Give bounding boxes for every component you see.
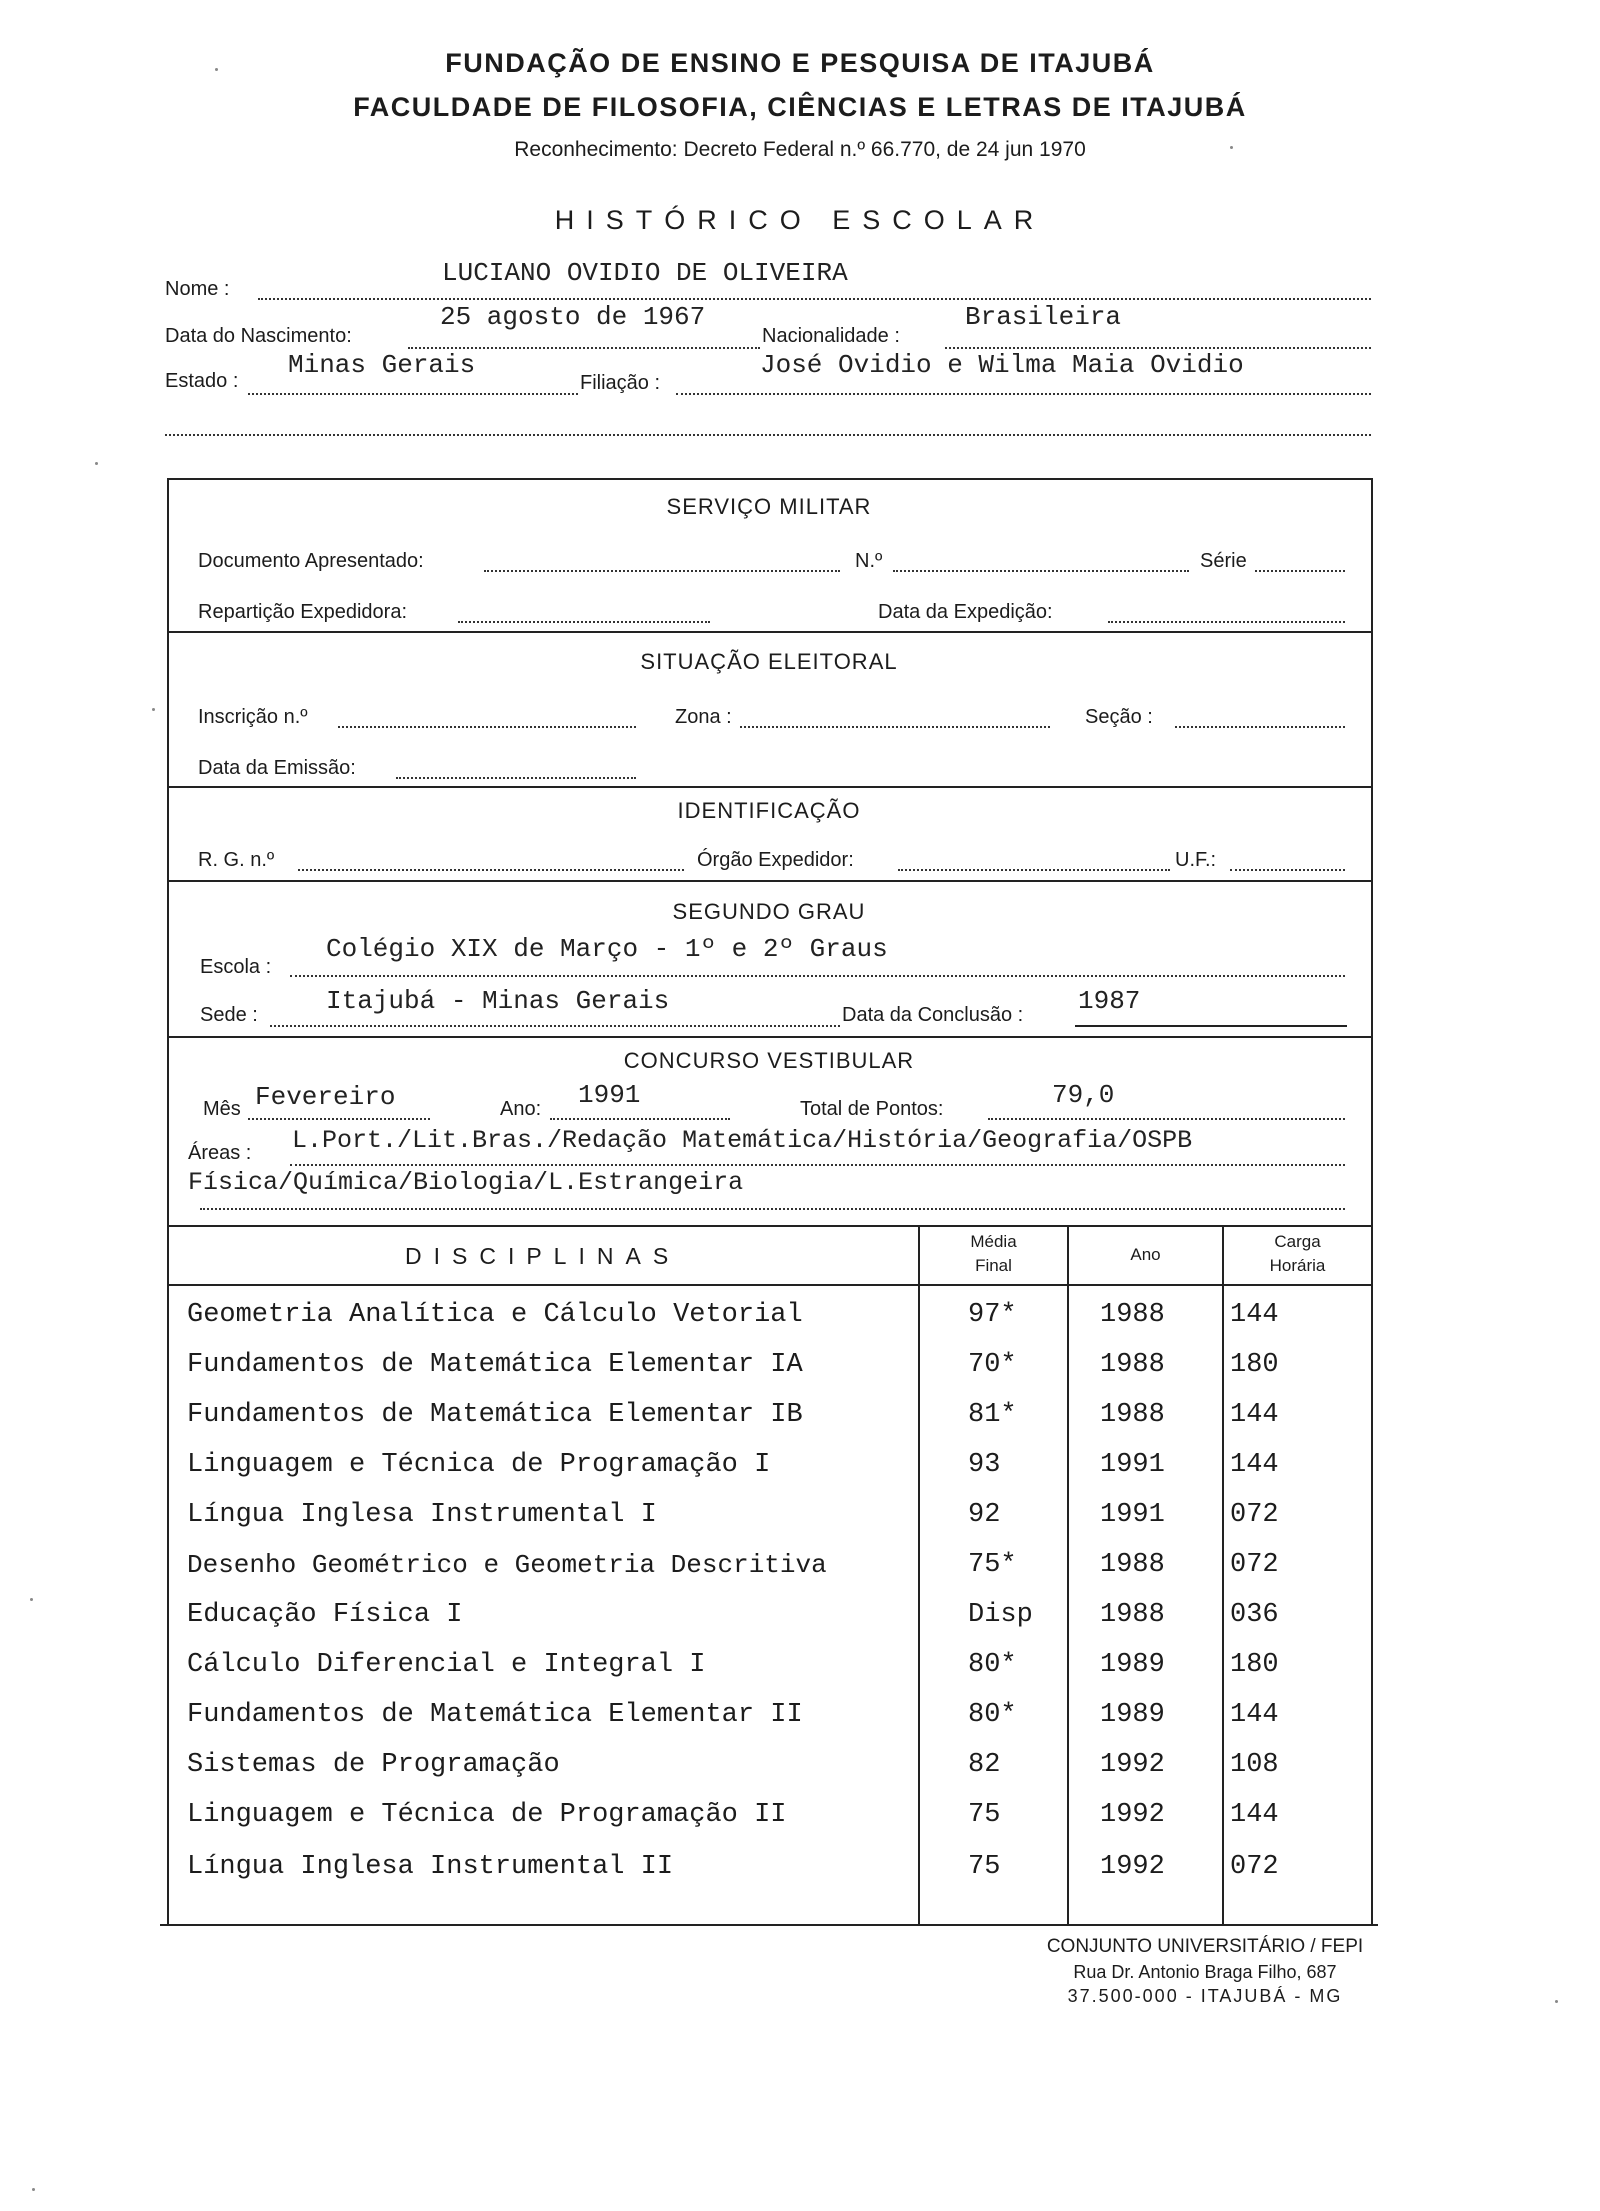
disciplina-media: 92 — [968, 1500, 1001, 1530]
carga-header: Carga Horária — [1269, 1232, 1326, 1275]
documento-line — [484, 570, 840, 572]
escola-label: Escola : — [200, 956, 272, 978]
disciplina-media: 75 — [968, 1852, 1001, 1882]
rg-label: R. G. n.º — [198, 849, 275, 871]
disciplina-nome: Linguagem e Técnica de Programação II — [187, 1800, 787, 1830]
table-row — [170, 1650, 1370, 1700]
ano-header: Ano — [1130, 1245, 1161, 1264]
segundo-grau-title: SEGUNDO GRAU — [672, 899, 866, 924]
sede-value: Itajubá - Minas Gerais — [326, 986, 670, 1016]
disciplina-media: 75* — [968, 1550, 1017, 1580]
disciplina-carga: 072 — [1230, 1550, 1279, 1580]
footer-line-1: CONJUNTO UNIVERSITÁRIO / FEPI — [1046, 1936, 1364, 1957]
zona-line — [740, 726, 1050, 728]
disciplina-nome: Fundamentos de Matemática Elementar IB — [187, 1400, 803, 1430]
disciplina-nome: Desenho Geométrico e Geometria Descritiva — [187, 1550, 827, 1580]
divider — [167, 880, 1371, 882]
disciplinas-header: DISCIPLINAS — [405, 1243, 681, 1269]
sede-label: Sede : — [200, 1004, 258, 1026]
disciplina-ano: 1988 — [1100, 1300, 1165, 1330]
documento-label: Documento Apresentado: — [198, 550, 424, 572]
disciplina-nome: Linguagem e Técnica de Programação I — [187, 1450, 771, 1480]
table-row — [170, 1500, 1370, 1550]
disciplina-ano: 1988 — [1100, 1350, 1165, 1380]
footer-line-3: 37.500-000 - ITAJUBÁ - MG — [1067, 1986, 1343, 2006]
mes-value: Fevereiro — [255, 1082, 396, 1112]
disciplina-ano: 1992 — [1100, 1852, 1165, 1882]
disciplina-nome: Língua Inglesa Instrumental II — [187, 1852, 674, 1882]
scan-speck — [152, 708, 155, 711]
orgao-label: Órgão Expedidor: — [697, 849, 854, 871]
mes-line — [248, 1118, 430, 1120]
nacionalidade-line — [945, 347, 1371, 349]
conclusao-value: 1987 — [1078, 986, 1141, 1016]
pontos-value: 79,0 — [1052, 1080, 1115, 1110]
disciplina-carga: 108 — [1230, 1750, 1279, 1780]
disciplina-ano: 1991 — [1100, 1450, 1165, 1480]
servico-militar-title: SERVIÇO MILITAR — [666, 494, 872, 519]
table-row — [170, 1450, 1370, 1500]
areas-line-2: Física/Química/Biologia/L.Estrangeira — [188, 1168, 744, 1197]
orgao-line — [898, 869, 1170, 871]
disciplina-ano: 1992 — [1100, 1800, 1165, 1830]
disciplina-nome: Cálculo Diferencial e Integral I — [187, 1650, 706, 1680]
scan-speck — [30, 1598, 33, 1601]
disciplina-ano: 1992 — [1100, 1750, 1165, 1780]
table-row — [170, 1300, 1370, 1350]
disciplina-ano: 1989 — [1100, 1650, 1165, 1680]
disciplina-media: 97* — [968, 1300, 1017, 1330]
secao-line — [1175, 726, 1345, 728]
table-row — [170, 1750, 1370, 1800]
serie-line — [1255, 570, 1345, 572]
data-emissao-label: Data da Emissão: — [198, 757, 356, 779]
table-row — [170, 1700, 1370, 1750]
escola-value: Colégio XIX de Março - 1º e 2º Graus — [326, 934, 888, 964]
extra-line — [165, 434, 1371, 436]
secao-label: Seção : — [1085, 706, 1153, 728]
table-row — [170, 1600, 1370, 1650]
disciplina-media: 75 — [968, 1800, 1001, 1830]
data-emissao-line — [396, 777, 636, 779]
disciplina-nome: Fundamentos de Matemática Elementar II — [187, 1700, 803, 1730]
numero-line — [893, 570, 1189, 572]
disciplina-media: 80* — [968, 1700, 1017, 1730]
nome-value: LUCIANO OVIDIO DE OLIVEIRA — [442, 258, 848, 288]
disciplina-ano: 1991 — [1100, 1500, 1165, 1530]
nascimento-line — [408, 347, 760, 349]
serie-label: Série — [1200, 550, 1247, 572]
institution-name: FUNDAÇÃO DE ENSINO E PESQUISA DE ITAJUBÁ — [445, 48, 1155, 78]
disciplina-media: 93 — [968, 1450, 1001, 1480]
ano-line — [550, 1118, 730, 1120]
areas-line-1: L.Port./Lit.Bras./Redação Matemática/História/Geografia/OSPB — [292, 1126, 1193, 1155]
disciplina-carga: 036 — [1230, 1600, 1279, 1630]
record-box-bottom — [160, 1924, 1378, 1926]
pontos-line — [988, 1118, 1345, 1120]
disciplina-nome: Fundamentos de Matemática Elementar IA — [187, 1350, 803, 1380]
uf-line — [1230, 869, 1345, 871]
identificacao-title: IDENTIFICAÇÃO — [677, 798, 861, 823]
disciplina-media: 82 — [968, 1750, 1001, 1780]
sede-line — [270, 1025, 840, 1027]
vestibular-title: CONCURSO VESTIBULAR — [623, 1048, 915, 1073]
footer-line-2: Rua Dr. Antonio Braga Filho, 687 — [1073, 1962, 1337, 1982]
table-header-bottom — [167, 1284, 1371, 1286]
media-header: Média Final — [970, 1232, 1017, 1275]
data-expedicao-label: Data da Expedição: — [878, 601, 1053, 623]
reparticao-line — [458, 621, 710, 623]
ano-value: 1991 — [578, 1080, 641, 1110]
reparticao-label: Repartição Expedidora: — [198, 601, 408, 623]
estado-line — [248, 393, 578, 395]
disciplina-carga: 180 — [1230, 1650, 1279, 1680]
disciplina-media: Disp — [968, 1600, 1033, 1630]
disciplina-nome: Geometria Analítica e Cálculo Vetorial — [187, 1300, 803, 1330]
disciplina-carga: 144 — [1230, 1300, 1279, 1330]
document-title: HISTÓRICO ESCOLAR — [554, 205, 1046, 235]
disciplina-carga: 144 — [1230, 1400, 1279, 1430]
disciplina-carga: 144 — [1230, 1700, 1279, 1730]
disciplina-carga: 144 — [1230, 1450, 1279, 1480]
disciplina-nome: Língua Inglesa Instrumental I — [187, 1500, 657, 1530]
disciplina-ano: 1988 — [1100, 1550, 1165, 1580]
data-expedicao-line — [1108, 621, 1345, 623]
table-row — [170, 1852, 1370, 1902]
areas-dot-2 — [200, 1208, 1345, 1210]
uf-label: U.F.: — [1175, 849, 1217, 871]
table-row — [170, 1350, 1370, 1400]
disciplina-carga: 180 — [1230, 1350, 1279, 1380]
disciplina-media: 70* — [968, 1350, 1017, 1380]
numero-label: N.º — [855, 550, 883, 572]
disciplina-media: 80* — [968, 1650, 1017, 1680]
disciplina-nome: Educação Física I — [187, 1600, 463, 1630]
scan-speck — [215, 68, 218, 71]
filiacao-value: José Ovidio e Wilma Maia Ovidio — [760, 350, 1244, 380]
mes-label: Mês — [203, 1098, 241, 1120]
rg-line — [298, 869, 684, 871]
nacionalidade-value: Brasileira — [965, 302, 1122, 332]
conclusao-label: Data da Conclusão : — [842, 1004, 1024, 1026]
divider — [167, 631, 1371, 633]
scan-speck — [95, 462, 98, 465]
inscricao-label: Inscrição n.º — [198, 706, 308, 728]
filiacao-line — [676, 393, 1371, 395]
scan-speck — [32, 2188, 35, 2191]
disciplina-carga: 072 — [1230, 1500, 1279, 1530]
filiacao-label: Filiação : — [580, 372, 661, 394]
nome-line — [258, 298, 1371, 300]
estado-value: Minas Gerais — [288, 350, 476, 380]
nome-label: Nome : — [165, 278, 230, 300]
disciplina-nome: Sistemas de Programação — [187, 1750, 560, 1780]
areas-dot-1 — [290, 1164, 1345, 1166]
divider — [167, 786, 1371, 788]
scan-speck — [1230, 146, 1233, 149]
table-row — [170, 1400, 1370, 1450]
table-top — [167, 1225, 1371, 1227]
estado-label: Estado : — [165, 370, 239, 392]
disciplina-carga: 144 — [1230, 1800, 1279, 1830]
zona-label: Zona : — [675, 706, 732, 728]
disciplina-ano: 1989 — [1100, 1700, 1165, 1730]
nascimento-label: Data do Nascimento: — [165, 325, 352, 347]
inscricao-line — [338, 726, 636, 728]
table-row — [170, 1550, 1370, 1600]
disciplina-ano: 1988 — [1100, 1400, 1165, 1430]
conclusao-line — [1075, 1025, 1347, 1027]
nacionalidade-label: Nacionalidade : — [762, 325, 900, 347]
recognition-decree: Reconhecimento: Decreto Federal n.º 66.770, de 24 jun 1970 — [514, 138, 1086, 161]
pontos-label: Total de Pontos: — [800, 1098, 944, 1120]
areas-label: Áreas : — [188, 1142, 252, 1164]
disciplina-ano: 1988 — [1100, 1600, 1165, 1630]
nascimento-value: 25 agosto de 1967 — [440, 302, 706, 332]
disciplina-carga: 072 — [1230, 1852, 1279, 1882]
faculty-name: FACULDADE DE FILOSOFIA, CIÊNCIAS E LETRAS DE ITAJUBÁ — [353, 92, 1247, 122]
table-row — [170, 1800, 1370, 1850]
disciplina-media: 81* — [968, 1400, 1017, 1430]
ano-label: Ano: — [500, 1098, 542, 1120]
scan-speck — [1555, 2000, 1558, 2003]
situacao-eleitoral-title: SITUAÇÃO ELEITORAL — [640, 649, 898, 674]
divider — [167, 1036, 1371, 1038]
escola-line — [290, 975, 1345, 977]
